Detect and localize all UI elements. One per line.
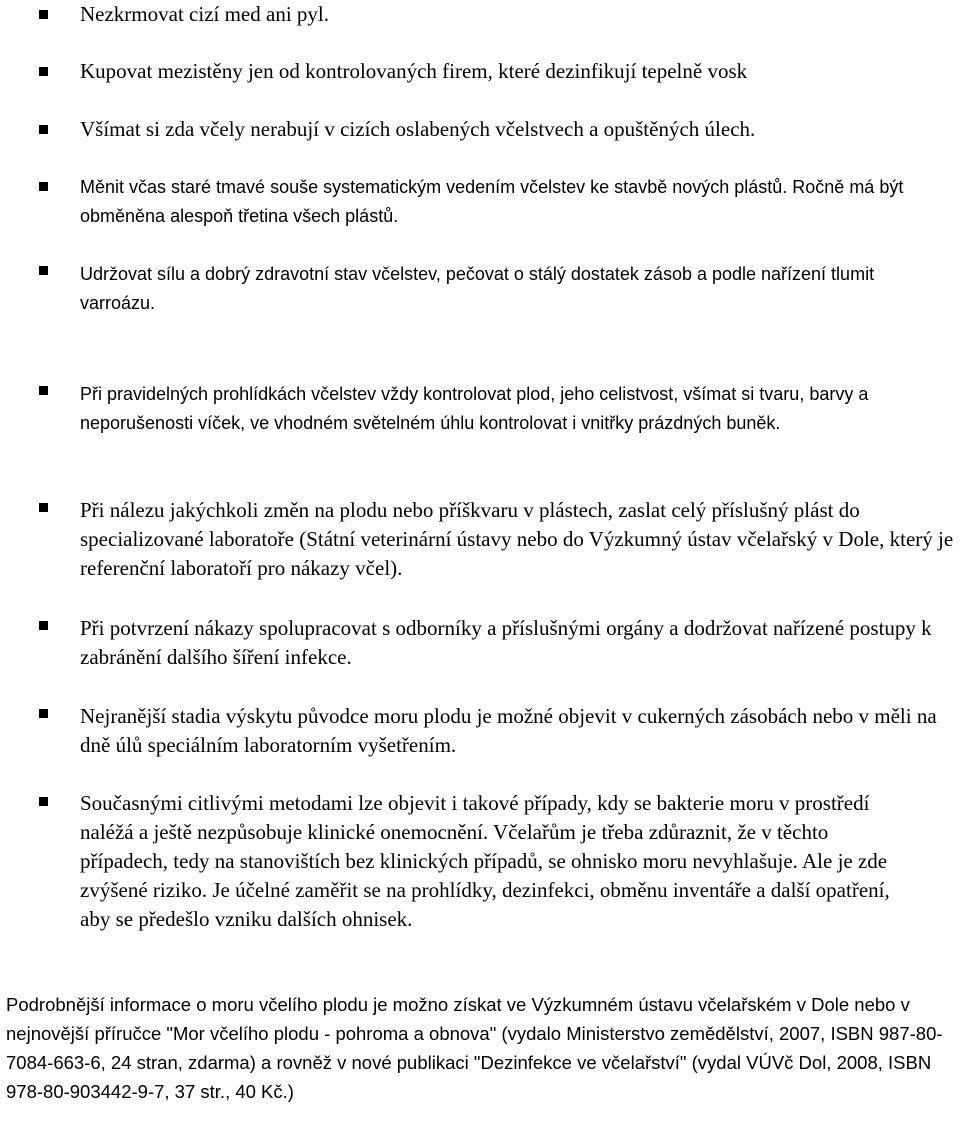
square-bullet-icon: [39, 67, 48, 76]
list-item-text: Udržovat sílu a dobrý zdravotní stav včelstev, pečovat o stálý dostatek zásob a podle nařízení tlumit varroázu.: [80, 264, 875, 313]
square-bullet-icon: [39, 621, 48, 630]
list-item-text: Při pravidelných prohlídkách včelstev vždy kontrolovat plod, jeho celistvost, všímat si tvaru, barvy a neporušenosti víček, ve vhodném světelném úhlu kontrolovat i vnitřky prázdných buněk.: [80, 384, 869, 433]
square-bullet-icon: [39, 10, 48, 19]
square-bullet-icon: [39, 503, 48, 512]
square-bullet-icon: [39, 386, 48, 395]
list-item-text: Současnými citlivými metodami lze objevit i takové případy, kdy se bakterie moru v prostředí naléžá a ještě nezpůsobuje klinické onemocnění. Včelařům je třeba zdůraznit, že v těchto případech, tedy na stanovištích bez klinických případů, se ohnisko moru nevyhlašuje. Ale je zde zvýšené riziko. Je účelné zaměřit se na prohlídky, dezinfekci, obměnu inventáře a další opatření, aby se předešlo vzniku dalších ohnisek.: [80, 791, 890, 931]
square-bullet-icon: [39, 266, 48, 275]
square-bullet-icon: [39, 125, 48, 134]
list-item-text: Při potvrzení nákazy spolupracovat s odborníky a příslušnými orgány a dodržovat nařízené postupy k zabránění dalšího šíření infekce.: [80, 616, 932, 669]
list-item-text: Měnit včas staré tmavé souše systematickým vedením včelstev ke stavbě nových plástů. Ročně má být obměněna alespoň třetina všech plástů.: [80, 177, 904, 226]
list-item-text: Kupovat mezistěny jen od kontrolovaných firem, které dezinfikují tepelně vosk: [80, 59, 748, 83]
square-bullet-icon: [39, 797, 48, 806]
list-item-text: Všímat si zda včely nerabují v cizích oslabených včelstvech a opuštěných úlech.: [80, 117, 756, 141]
list-item-text: Nejranější stadia výskytu původce moru plodu je možné objevit v cukerných zásobách nebo v měli na dně úlů speciálním laboratorním vyšetřením.: [80, 704, 937, 757]
square-bullet-icon: [39, 709, 48, 718]
list-item-text: Nezkrmovat cizí med ani pyl.: [80, 2, 329, 26]
square-bullet-icon: [39, 182, 48, 191]
list-item-text: Při nálezu jakýchkoli změn na plodu nebo příškvaru v plástech, zaslat celý příslušný plást do specializované laboratoře (Státní veterinární ústavy nebo do Výzkumný ústav včelařský v Dole, který je referenční laboratoří pro nákazy včel).: [80, 498, 954, 580]
footer-paragraph: Podrobnější informace o moru včelího plodu je možno získat ve Výzkumném ústavu včelařském v Dole nebo v nejnovější příručce "Mor včelího plodu - pohroma a obnova" (vydalo Ministerstvo zemědělství, 2007, ISBN 987-80-7084-663-6, 24 stran, zdarma) a rovněž v nové publikaci "Dezinfekce ve včelařství" (vydal VÚVč Dol, 2008, ISBN 978-80-903442-9-7, 37 str., 40 Kč.): [6, 994, 943, 1102]
